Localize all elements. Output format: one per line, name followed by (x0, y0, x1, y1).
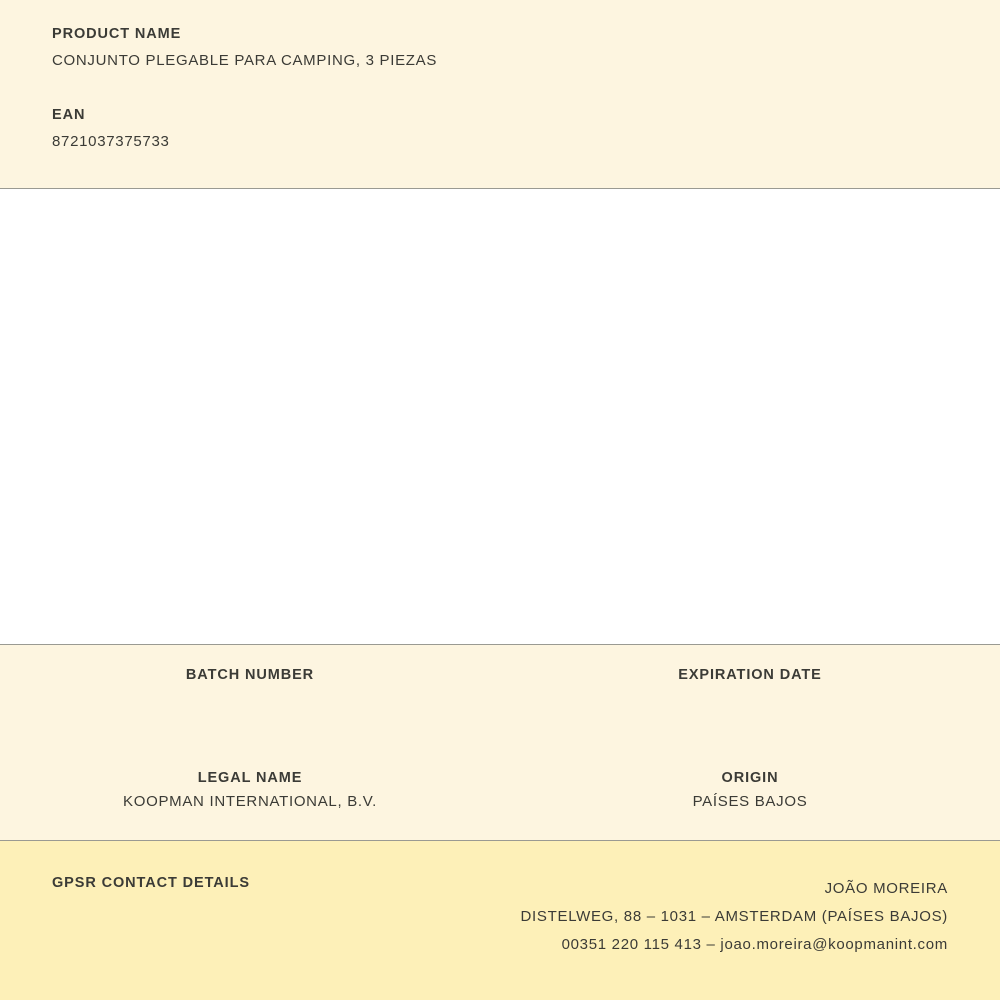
ean-value: 8721037375733 (52, 133, 170, 150)
ean-label: EAN (52, 107, 86, 123)
gpsr-contact-footer (0, 841, 1000, 1000)
ean-field (52, 107, 1000, 150)
legal-name-value: KOOPMAN INTERNATIONAL, B.V. (123, 793, 377, 810)
batch-number-field (0, 667, 500, 708)
origin-label: ORIGIN (721, 770, 779, 786)
batch-number-label: BATCH NUMBER (185, 667, 315, 683)
gpsr-contact-lines (521, 875, 948, 959)
product-name-label: PRODUCT NAME (52, 26, 182, 42)
product-name-field (52, 26, 1000, 69)
details-row-batch (0, 667, 1000, 708)
product-details-block (0, 645, 1000, 841)
product-image-area (0, 189, 1000, 645)
expiration-date-field (500, 667, 1000, 708)
product-name-value: CONJUNTO PLEGABLE PARA CAMPING, 3 PIEZAS (52, 52, 438, 69)
details-row-legal (0, 770, 1000, 811)
legal-name-field (0, 770, 500, 811)
gpsr-contact-name: JOÃO MOREIRA (824, 880, 948, 897)
legal-name-label: LEGAL NAME (197, 770, 303, 786)
expiration-date-value (500, 690, 1000, 708)
expiration-date-label: EXPIRATION DATE (678, 667, 822, 683)
gpsr-contact-title: GPSR CONTACT DETAILS (52, 875, 250, 891)
origin-value: PAÍSES BAJOS (692, 793, 808, 810)
product-identification-block (0, 0, 1000, 189)
gpsr-contact-phone-email: 00351 220 115 413 – joao.moreira@koopmanint.com (561, 936, 948, 953)
origin-field (500, 770, 1000, 811)
gpsr-contact-address: DISTELWEG, 88 – 1031 – AMSTERDAM (PAÍSES BAJOS) (520, 908, 948, 925)
batch-number-value (0, 690, 500, 708)
